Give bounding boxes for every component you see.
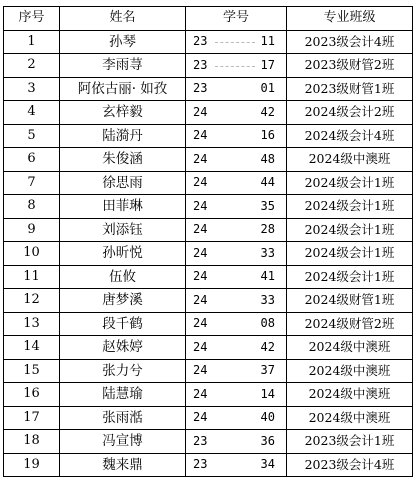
student-id-value <box>193 58 279 72</box>
student-id-suffix: 16 <box>260 128 275 143</box>
row-number: 16 <box>4 383 60 407</box>
table-row <box>4 124 413 148</box>
student-id-prefix: 24 <box>193 151 208 166</box>
student-id-prefix: 24 <box>193 363 208 378</box>
student-id <box>186 359 287 383</box>
student-id-suffix: 37 <box>260 363 275 378</box>
student-class: 2024级中澳班 <box>287 148 413 172</box>
student-id-prefix: 23 <box>193 57 208 72</box>
student-class: 2023级财管1班 <box>287 77 413 101</box>
table-row <box>4 30 413 54</box>
student-class: 2024级财管2班 <box>287 312 413 336</box>
redaction-mask <box>215 178 255 188</box>
row-number: 2 <box>4 54 60 78</box>
row-number: 12 <box>4 289 60 313</box>
student-id-suffix: 42 <box>260 339 275 354</box>
student-id-suffix: 35 <box>260 198 275 213</box>
student-id-value <box>193 363 279 377</box>
student-roster <box>3 6 412 477</box>
row-number: 19 <box>4 453 60 477</box>
student-id-prefix: 24 <box>193 339 208 354</box>
redaction-mask <box>215 366 255 376</box>
row-number: 6 <box>4 148 60 172</box>
student-id-suffix: 14 <box>260 386 275 401</box>
student-id-suffix: 48 <box>260 151 275 166</box>
row-number: 17 <box>4 406 60 430</box>
redaction-mask <box>215 107 255 117</box>
student-id <box>186 124 287 148</box>
student-id-value <box>193 293 279 307</box>
student-id-value <box>193 246 279 260</box>
student-id-prefix: 24 <box>193 128 208 143</box>
redaction-mask <box>215 201 255 211</box>
table-row <box>4 101 413 125</box>
student-class: 2024级中澳班 <box>287 336 413 360</box>
student-class: 2024级财管1班 <box>287 289 413 313</box>
student-class: 2023级会计1班 <box>287 430 413 454</box>
redaction-mask <box>215 295 255 305</box>
row-number: 13 <box>4 312 60 336</box>
student-class: 2023级会计4班 <box>287 30 413 54</box>
redaction-mask <box>215 342 255 352</box>
row-number: 9 <box>4 218 60 242</box>
student-id-prefix: 24 <box>193 222 208 237</box>
student-id-prefix: 24 <box>193 104 208 119</box>
table-row <box>4 312 413 336</box>
student-id-value <box>193 175 279 189</box>
table-row <box>4 242 413 266</box>
student-id <box>186 289 287 313</box>
student-id-prefix: 24 <box>193 410 208 425</box>
student-id <box>186 430 287 454</box>
student-name: 田菲琳 <box>60 195 186 219</box>
student-id <box>186 171 287 195</box>
redaction-mask <box>215 413 255 423</box>
student-id-value <box>193 128 279 142</box>
student-id-value <box>193 34 279 48</box>
student-name: 李雨荨 <box>60 54 186 78</box>
student-id-value <box>193 81 279 95</box>
student-id-prefix: 24 <box>193 292 208 307</box>
row-number: 1 <box>4 30 60 54</box>
table-row <box>4 453 413 477</box>
table-row <box>4 336 413 360</box>
student-id-suffix: 33 <box>260 245 275 260</box>
student-name: 张雨湉 <box>60 406 186 430</box>
table-row <box>4 77 413 101</box>
student-id-suffix: 42 <box>260 104 275 119</box>
student-id-suffix: 36 <box>260 433 275 448</box>
student-class: 2024级会计1班 <box>287 218 413 242</box>
student-id-value <box>193 316 279 330</box>
redaction-mask <box>215 225 255 235</box>
student-id <box>186 336 287 360</box>
student-id-suffix: 33 <box>260 292 275 307</box>
student-id <box>186 218 287 242</box>
student-name: 徐思雨 <box>60 171 186 195</box>
redaction-mask <box>215 436 255 446</box>
student-id-value <box>193 457 279 471</box>
student-id-value <box>193 434 279 448</box>
student-name: 陆漪丹 <box>60 124 186 148</box>
student-name: 玄梓毅 <box>60 101 186 125</box>
row-number: 3 <box>4 77 60 101</box>
student-class: 2024级会计2班 <box>287 101 413 125</box>
row-number: 15 <box>4 359 60 383</box>
student-id-suffix: 17 <box>260 57 275 72</box>
student-name: 冯宣博 <box>60 430 186 454</box>
redaction-mask <box>215 248 255 258</box>
redaction-mask <box>215 131 255 141</box>
student-id-suffix: 11 <box>260 34 275 49</box>
roster-table <box>3 6 413 477</box>
student-id <box>186 453 287 477</box>
student-name: 孙昕悦 <box>60 242 186 266</box>
row-number: 8 <box>4 195 60 219</box>
student-id <box>186 54 287 78</box>
row-number: 18 <box>4 430 60 454</box>
header-row <box>4 7 413 31</box>
redaction-mask <box>215 36 255 43</box>
student-id-value <box>193 387 279 401</box>
student-class: 2023级会计4班 <box>287 453 413 477</box>
redaction-mask <box>215 272 255 282</box>
student-name: 伍攸 <box>60 265 186 289</box>
header-class: 专业班级 <box>287 7 413 31</box>
student-id-suffix: 08 <box>260 316 275 331</box>
student-id-suffix: 44 <box>260 175 275 190</box>
redaction-mask <box>215 60 255 67</box>
redaction-mask <box>215 84 255 94</box>
student-id-suffix: 41 <box>260 269 275 284</box>
table-row <box>4 195 413 219</box>
student-class: 2024级会计1班 <box>287 195 413 219</box>
table-row <box>4 148 413 172</box>
student-id-value <box>193 269 279 283</box>
student-id <box>186 406 287 430</box>
student-id <box>186 195 287 219</box>
student-class: 2024级会计1班 <box>287 171 413 195</box>
student-id <box>186 77 287 101</box>
student-id <box>186 265 287 289</box>
table-row <box>4 406 413 430</box>
header-no: 序号 <box>4 7 60 31</box>
student-id <box>186 242 287 266</box>
table-row <box>4 54 413 78</box>
student-id-value <box>193 222 279 236</box>
student-name: 段千鹤 <box>60 312 186 336</box>
student-class: 2024级会计1班 <box>287 265 413 289</box>
student-id-suffix: 01 <box>260 81 275 96</box>
row-number: 5 <box>4 124 60 148</box>
student-id-value <box>193 152 279 166</box>
student-id-value <box>193 340 279 354</box>
table-row <box>4 218 413 242</box>
redaction-mask <box>215 154 255 164</box>
student-id <box>186 383 287 407</box>
table-row <box>4 265 413 289</box>
student-name: 孙琴 <box>60 30 186 54</box>
row-number: 10 <box>4 242 60 266</box>
row-number: 7 <box>4 171 60 195</box>
header-name: 姓名 <box>60 7 186 31</box>
student-id-prefix: 23 <box>193 433 208 448</box>
student-id <box>186 148 287 172</box>
student-id-value <box>193 410 279 424</box>
student-id-value <box>193 105 279 119</box>
table-row <box>4 359 413 383</box>
redaction-mask <box>215 389 255 399</box>
redaction-mask <box>215 460 255 470</box>
header-id: 学号 <box>186 7 287 31</box>
student-class: 2023级财管2班 <box>287 54 413 78</box>
student-id-value <box>193 199 279 213</box>
student-name: 阿依古丽· 如孜 <box>60 77 186 101</box>
student-class: 2024级中澳班 <box>287 383 413 407</box>
student-name: 刘添钰 <box>60 218 186 242</box>
student-id <box>186 312 287 336</box>
row-number: 4 <box>4 101 60 125</box>
row-number: 11 <box>4 265 60 289</box>
student-id-prefix: 23 <box>193 457 208 472</box>
student-id-prefix: 24 <box>193 198 208 213</box>
student-name: 朱俊涵 <box>60 148 186 172</box>
student-id-prefix: 24 <box>193 386 208 401</box>
student-id-suffix: 40 <box>260 410 275 425</box>
student-id <box>186 101 287 125</box>
student-id-prefix: 24 <box>193 245 208 260</box>
student-id-suffix: 34 <box>260 457 275 472</box>
student-class: 2024级会计4班 <box>287 124 413 148</box>
student-name: 陆慧瑜 <box>60 383 186 407</box>
student-id-prefix: 23 <box>193 34 208 49</box>
roster-body <box>4 30 413 477</box>
table-row <box>4 171 413 195</box>
student-id-prefix: 24 <box>193 269 208 284</box>
row-number: 14 <box>4 336 60 360</box>
redaction-mask <box>215 319 255 329</box>
student-name: 赵姝婷 <box>60 336 186 360</box>
student-class: 2024级会计1班 <box>287 242 413 266</box>
table-row <box>4 289 413 313</box>
student-name: 魏来鼎 <box>60 453 186 477</box>
student-id <box>186 30 287 54</box>
student-name: 唐梦溪 <box>60 289 186 313</box>
student-id-suffix: 28 <box>260 222 275 237</box>
table-row <box>4 383 413 407</box>
table-row <box>4 430 413 454</box>
student-name: 张力兮 <box>60 359 186 383</box>
student-class: 2024级中澳班 <box>287 359 413 383</box>
student-id-prefix: 24 <box>193 316 208 331</box>
student-class: 2024级中澳班 <box>287 406 413 430</box>
student-id-prefix: 24 <box>193 175 208 190</box>
student-id-prefix: 23 <box>193 81 208 96</box>
